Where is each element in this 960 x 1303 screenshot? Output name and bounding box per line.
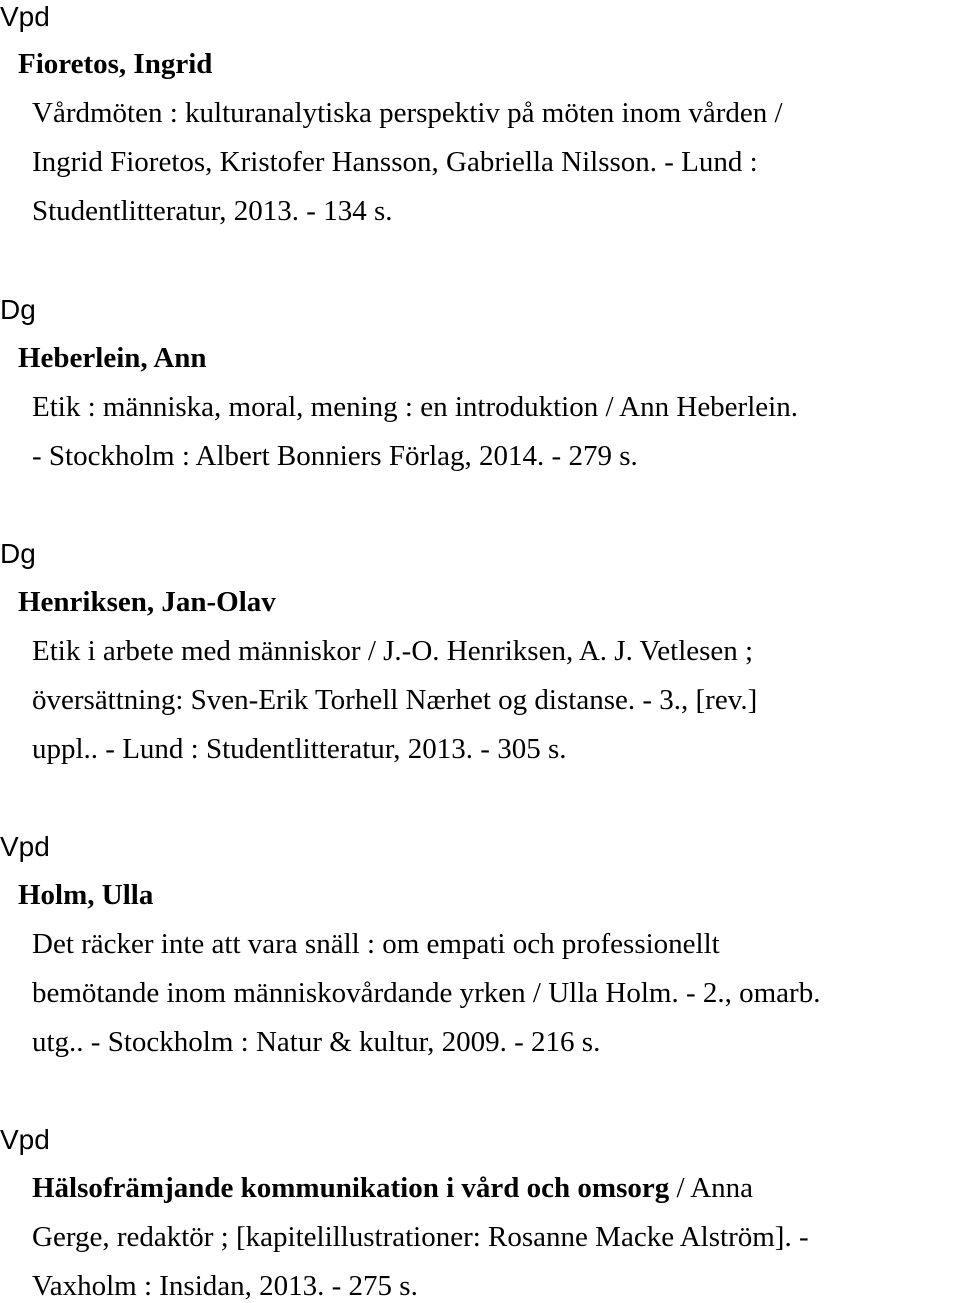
entry-line: Vårdmöten : kulturanalytiska perspektiv på möten inom vården /	[32, 97, 783, 129]
entry-code: Vpd	[0, 1, 50, 32]
entry-author: Fioretos, Ingrid	[18, 48, 213, 80]
entry-line: översättning: Sven-Erik Torhell Nærhet og distanse. - 3., [rev.]	[32, 684, 758, 716]
entry-code: Dg	[0, 538, 36, 569]
entry-line: Studentlitteratur, 2013. - 134 s.	[32, 195, 393, 227]
entry-line: Etik i arbete med människor / J.-O. Henriksen, A. J. Vetlesen ;	[32, 635, 754, 667]
entry-line: Vaxholm : Insidan, 2013. - 275 s.	[32, 1270, 418, 1302]
entry-line: Ingrid Fioretos, Kristofer Hansson, Gabriella Nilsson. - Lund :	[32, 146, 758, 178]
entry-author: Holm, Ulla	[18, 879, 154, 911]
entry-author: Heberlein, Ann	[18, 342, 207, 374]
entry-line: bemötande inom människovårdande yrken / Ulla Holm. - 2., omarb.	[32, 977, 821, 1009]
entry-line: Etik : människa, moral, mening : en introduktion / Ann Heberlein.	[32, 391, 798, 423]
entry-code: Vpd	[0, 831, 50, 862]
entry-line: Det räcker inte att vara snäll : om empati och professionellt	[32, 928, 720, 960]
entry-title-line	[32, 1171, 753, 1205]
entry-author: Henriksen, Jan-Olav	[18, 586, 276, 618]
entry-code: Vpd	[0, 1124, 50, 1155]
entry-title-rest: / Anna	[669, 1172, 754, 1204]
entry-title: Hälsofrämjande kommunikation i vård och omsorg	[32, 1172, 670, 1204]
entry-line: utg.. - Stockholm : Natur & kultur, 2009. - 216 s.	[32, 1026, 601, 1058]
entry-line: uppl.. - Lund : Studentlitteratur, 2013. - 305 s.	[32, 733, 567, 765]
entry-line: - Stockholm : Albert Bonniers Förlag, 2014. - 279 s.	[32, 440, 638, 472]
entry-code: Dg	[0, 294, 36, 325]
entry-line: Gerge, redaktör ; [kapitelillustrationer: Rosanne Macke Alström]. -	[32, 1221, 809, 1253]
